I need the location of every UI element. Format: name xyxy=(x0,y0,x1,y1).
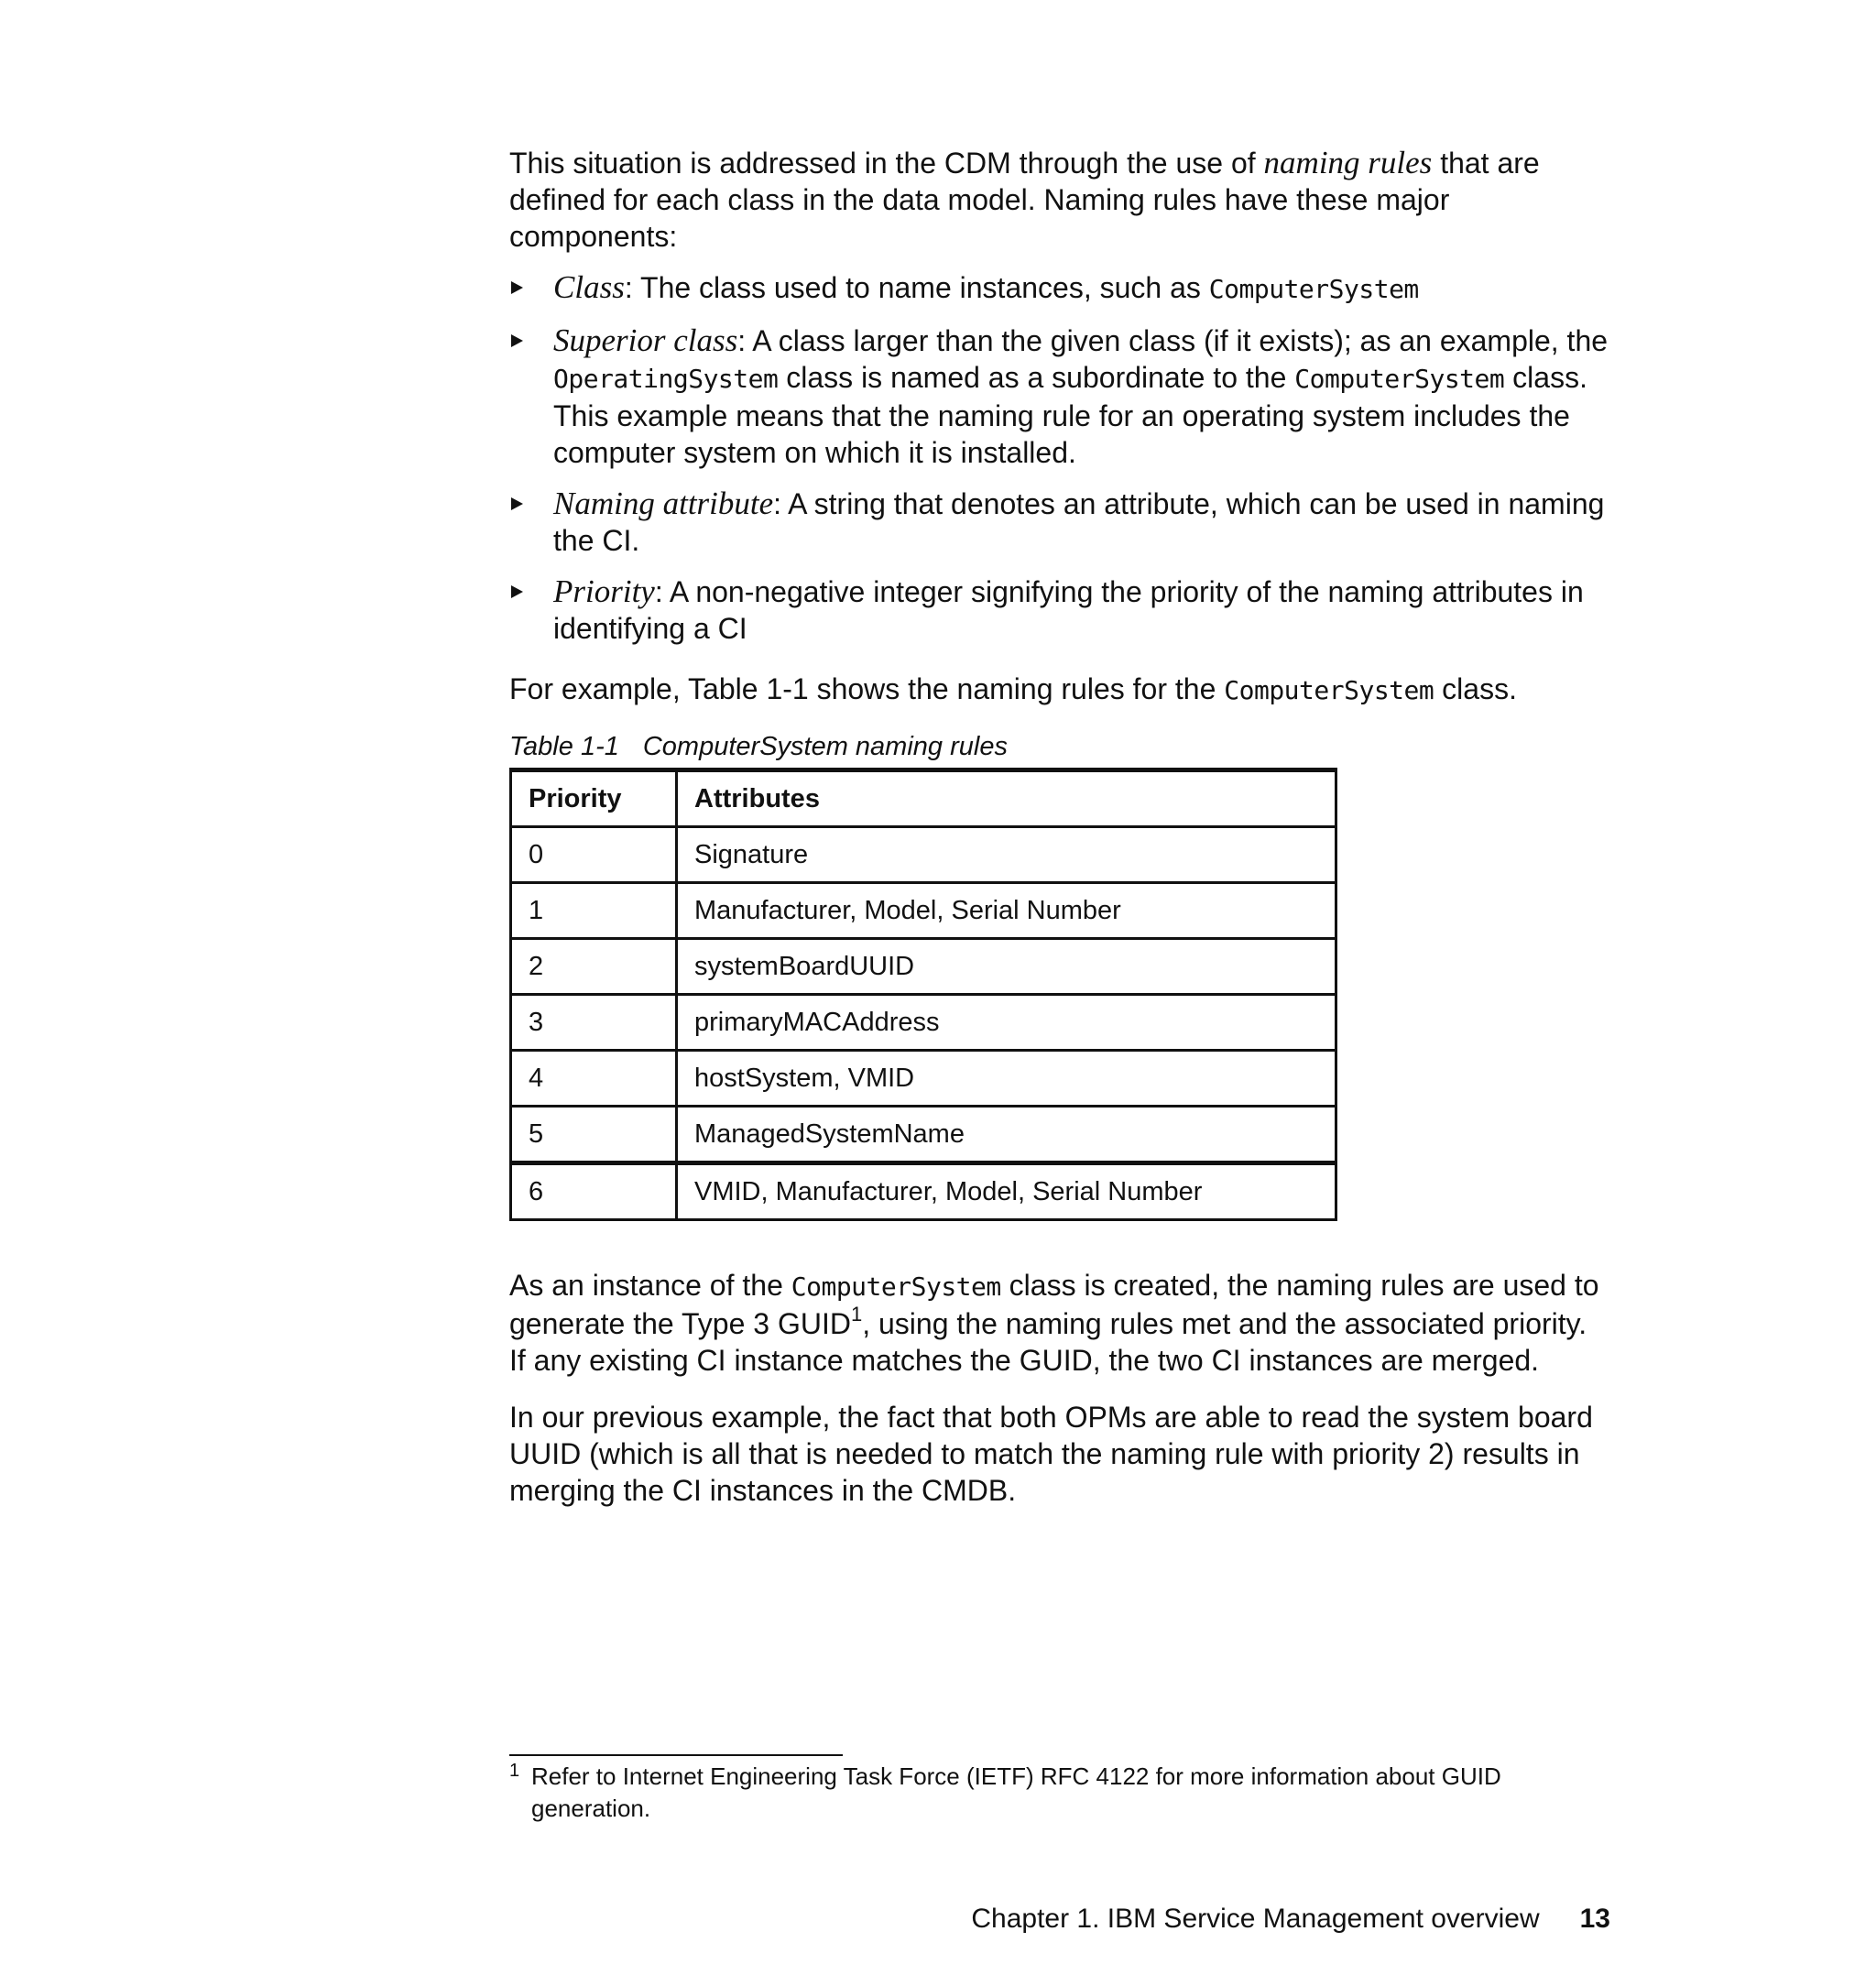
table-cell-priority: 5 xyxy=(511,1107,677,1163)
table-cell-priority: 0 xyxy=(511,827,677,883)
bullet-triangle-icon xyxy=(511,281,523,294)
bullet-term: Priority xyxy=(553,573,655,609)
table-row xyxy=(511,939,1336,995)
example-paragraph xyxy=(509,671,1609,709)
table-header-row xyxy=(511,770,1336,827)
table-cell-attributes: hostSystem, VMID xyxy=(677,1051,1336,1107)
table-row xyxy=(511,1051,1336,1107)
instance-paragraph xyxy=(509,1267,1609,1379)
list-item xyxy=(509,486,1609,559)
bullet-triangle-icon xyxy=(511,585,523,598)
table-cell-priority: 3 xyxy=(511,995,677,1051)
naming-rules-table xyxy=(509,768,1337,1221)
table-cell-priority: 4 xyxy=(511,1051,677,1107)
table-caption-title: ComputerSystem naming rules xyxy=(642,732,1008,761)
instance-code: ComputerSystem xyxy=(791,1271,1001,1302)
bullet-code: ComputerSystem xyxy=(1208,274,1419,304)
table-cell-attributes: primaryMACAddress xyxy=(677,995,1336,1051)
bullet-text: class. This example means that the naming rule for an operating system includes the computer system on which it is installed. xyxy=(553,361,1587,469)
table-row xyxy=(511,883,1336,939)
footnote-divider xyxy=(509,1754,843,1756)
list-item xyxy=(509,322,1609,471)
bullet-text: : A string that denotes an attribute, which can be used in naming the CI. xyxy=(553,487,1605,557)
table-cell-attributes: ManagedSystemName xyxy=(677,1107,1336,1163)
bullet-code: ComputerSystem xyxy=(1294,364,1505,394)
table-caption-number: Table 1-1 xyxy=(509,732,619,761)
intro-paragraph xyxy=(509,145,1609,255)
intro-term: naming rules xyxy=(1263,145,1433,180)
example-text-after: class. xyxy=(1434,672,1517,705)
example-code: ComputerSystem xyxy=(1224,675,1434,705)
list-item xyxy=(509,269,1609,308)
table-cell-attributes: VMID, Manufacturer, Model, Serial Number xyxy=(677,1163,1336,1220)
page-footer xyxy=(971,1901,1610,1937)
bullet-term: Superior class xyxy=(553,322,738,358)
footnote-text: Refer to Internet Engineering Task Force (IETF) RFC 4122 for more information about GUID generation. xyxy=(531,1762,1501,1822)
column-header-priority: Priority xyxy=(511,770,677,827)
table-cell-attributes: systemBoardUUID xyxy=(677,939,1336,995)
table-cell-priority: 2 xyxy=(511,939,677,995)
footnote-reference[interactable]: 1 xyxy=(850,1303,863,1326)
bullet-term: Class xyxy=(553,269,625,305)
bullet-code: OperatingSystem xyxy=(553,364,779,394)
footnote xyxy=(509,1761,1563,1825)
bullet-text: : The class used to name instances, such as xyxy=(624,271,1209,304)
instance-text-before: As an instance of the xyxy=(509,1269,791,1302)
example-text-before: For example, Table 1-1 shows the naming rules for the xyxy=(509,672,1225,705)
table-cell-attributes: Manufacturer, Model, Serial Number xyxy=(677,883,1336,939)
footer-chapter-title: Chapter 1. IBM Service Management overview xyxy=(971,1904,1540,1934)
previous-example-paragraph: In our previous example, the fact that both OPMs are able to read the system board UUID (which is all that is needed to match the naming rule with priority 2) results in merging the CI instances in the CMDB. xyxy=(509,1401,1593,1507)
table-cell-attributes: Signature xyxy=(677,827,1336,883)
table-row xyxy=(511,827,1336,883)
bullet-text: : A class larger than the given class (if it exists); as an example, the xyxy=(737,324,1609,357)
table-cell-priority: 6 xyxy=(511,1163,677,1220)
bullet-text: : A non-negative integer signifying the priority of the naming attributes in identifying a CI xyxy=(553,575,1584,645)
table-cell-priority: 1 xyxy=(511,883,677,939)
intro-text-after: that are defined for each class in the data model. Naming rules have these major components: xyxy=(509,147,1540,253)
naming-rule-components-list xyxy=(509,269,1609,647)
column-header-attributes: Attributes xyxy=(677,770,1336,827)
bullet-triangle-icon xyxy=(511,334,523,347)
intro-text-before: This situation is addressed in the CDM through the use of xyxy=(509,147,1264,180)
list-item xyxy=(509,573,1609,647)
bullet-text: class is named as a subordinate to the xyxy=(778,361,1295,394)
bullet-triangle-icon xyxy=(511,497,523,510)
page-content xyxy=(509,145,1609,1509)
table-row xyxy=(511,1107,1336,1163)
page-number: 13 xyxy=(1579,1904,1610,1934)
instance-text-middle: class is created, the naming rules are used to generate the Type 3 GUID xyxy=(509,1269,1599,1340)
table-caption xyxy=(509,731,1609,762)
footnote-number: 1 xyxy=(509,1761,520,1781)
table-row xyxy=(511,1163,1336,1220)
instance-text-after: , using the naming rules met and the associated priority. If any existing CI instance matches the GUID, the two CI instances are merged. xyxy=(509,1307,1587,1377)
bullet-term: Naming attribute xyxy=(553,486,774,521)
table-row xyxy=(511,995,1336,1051)
